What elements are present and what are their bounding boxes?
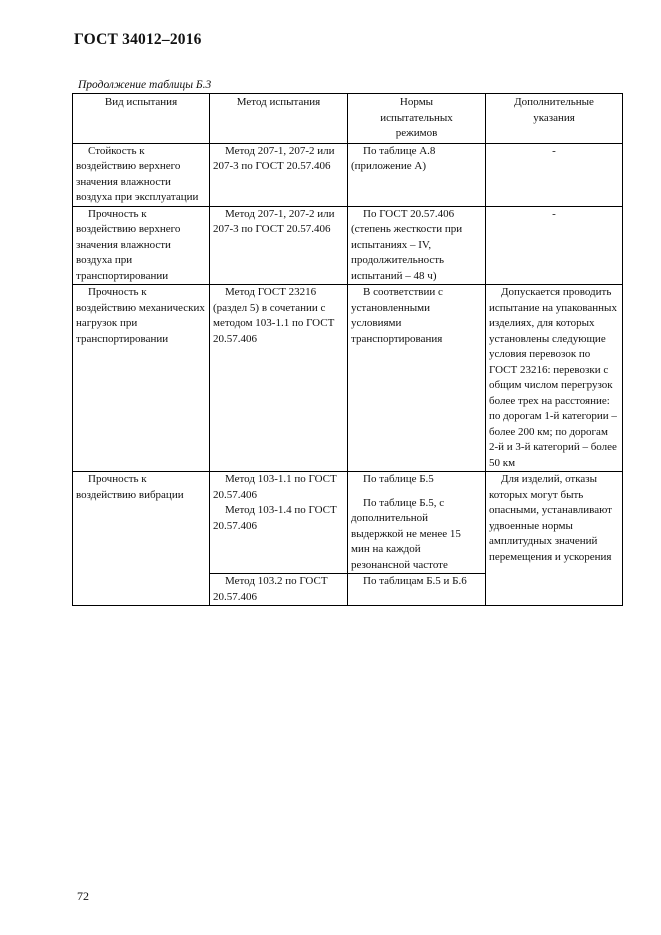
cell-norms: По ГОСТ 20.57.406 (степень жесткости при испытаниях – IV, продолжительность испытаний – 48 ч): [348, 206, 486, 285]
cell-test-method: Метод 207-1, 207-2 или 207-3 по ГОСТ 20.57.406: [210, 143, 348, 206]
cell-test-type: Прочность к воздействию вибрации: [73, 472, 210, 606]
cell-test-type: Прочность к воздействию механических нагрузок при транспортировании: [73, 285, 210, 472]
cell-notes: -: [486, 143, 623, 206]
cell-test-type: Прочность к воздействию верхнего значения влажности воздуха при транспортировании: [73, 206, 210, 285]
cell-test-method: Метод 207-1, 207-2 или 207-3 по ГОСТ 20.57.406: [210, 206, 348, 285]
method-103-1-1: Метод 103-1.1 по ГОСТ 20.57.406: [213, 473, 337, 501]
cell-norms: В соответствии с установленными условиями транспортирования: [348, 285, 486, 472]
table-header-row: [73, 94, 623, 144]
cell-test-method: Метод 103.2 по ГОСТ 20.57.406: [210, 574, 348, 606]
table-row: [73, 472, 623, 574]
norms-b5: По таблице Б.5: [363, 473, 434, 485]
cell-test-type: Стойкость к воздействию верхнего значения влажности воздуха при эксплуатации: [73, 143, 210, 206]
col-header-notes: Дополнительные указания: [486, 94, 623, 144]
page-number: 72: [77, 889, 89, 903]
cell-norms: По таблице А.8 (приложение А): [348, 143, 486, 206]
table-row: [73, 206, 623, 285]
document-code-header: ГОСТ 34012–2016: [74, 31, 202, 48]
method-103-1-4: Метод 103-1.4 по ГОСТ 20.57.406: [213, 504, 337, 532]
tests-table: [72, 93, 623, 606]
table-row: [73, 285, 623, 472]
cell-notes: Для изделий, отказы которых могут быть опасными, устанавливают удвоенные нормы амплитудных значений перемещения и ускорения: [486, 472, 623, 606]
table-caption: Продолжение таблицы Б.3: [78, 79, 212, 91]
col-header-norms: Нормы испытательных режимов: [348, 94, 486, 144]
cell-test-method: [210, 472, 348, 574]
cell-notes: -: [486, 206, 623, 285]
cell-notes: Допускается проводить испытание на упакованных изделиях, для которых установлены следующие условия перевозок по ГОСТ 23216: перевозки с общим числом перегрузок более трех на расстояние: по дорогам 1-й категории – более 200 км; по дорогам 2-й и 3-й категорий – более 50 км: [486, 285, 623, 472]
table-row: [73, 143, 623, 206]
cell-norms: По таблицам Б.5 и Б.6: [348, 574, 486, 606]
cell-norms: [348, 472, 486, 574]
cell-test-method: Метод ГОСТ 23216 (раздел 5) в сочетании с методом 103-1.1 по ГОСТ 20.57.406: [210, 285, 348, 472]
col-header-test-method: Метод испытания: [210, 94, 348, 144]
norms-b5-dwell: По таблице Б.5, с дополнительной выдержкой не менее 15 мин на каждой резонансной частоте: [351, 496, 461, 571]
col-header-test-type: Вид испытания: [73, 94, 210, 144]
